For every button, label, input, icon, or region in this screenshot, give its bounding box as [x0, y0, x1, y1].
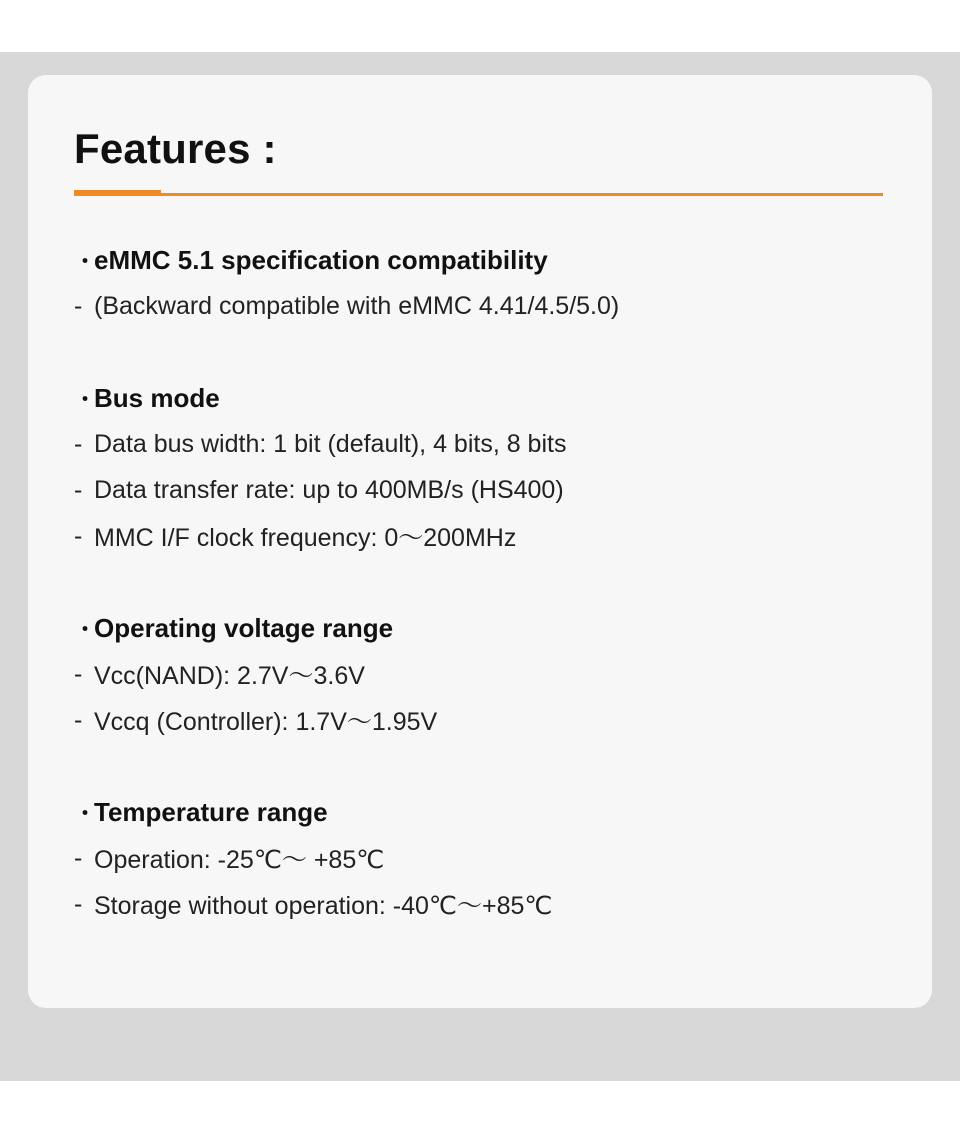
features-list: [74, 237, 894, 973]
list-item-text: Data transfer rate: up to 400MB/s (HS400): [94, 475, 564, 504]
section-heading: [74, 789, 894, 835]
section-heading: [74, 375, 894, 421]
section-heading: [74, 237, 894, 283]
bullet-icon: ・: [74, 800, 97, 826]
list-item: [74, 283, 894, 329]
title-underline-accent: [74, 190, 161, 196]
list-item-text: Vcc(NAND): 2.7V～3.6V: [94, 662, 365, 690]
list-item: [74, 697, 894, 743]
feature-section-voltage: [74, 605, 894, 743]
dash-icon: -: [74, 659, 83, 688]
section-heading-text: Operating voltage range: [94, 612, 394, 643]
feature-section-bus-mode: [74, 375, 894, 559]
dash-icon: -: [74, 475, 83, 504]
features-title: Features :: [74, 125, 277, 172]
section-heading: [74, 605, 894, 651]
bullet-icon: ・: [74, 616, 97, 642]
list-item: [74, 421, 894, 467]
list-item-text: Vccq (Controller): 1.7V～1.95V: [94, 708, 438, 736]
section-heading-text: eMMC 5.1 specification compatibility: [94, 244, 548, 275]
bullet-icon: ・: [74, 386, 97, 412]
dash-icon: -: [74, 843, 83, 872]
list-item: [74, 467, 894, 513]
list-item-text: Data bus width: 1 bit (default), 4 bits, 8 bits: [94, 429, 567, 458]
dash-icon: -: [74, 429, 83, 458]
title-underline: [74, 193, 883, 196]
list-item-text: MMC I/F clock frequency: 0～200MHz: [94, 524, 517, 552]
section-heading-text: Bus mode: [94, 382, 220, 413]
list-item: [74, 835, 894, 881]
feature-section-emmc-spec: [74, 237, 894, 329]
list-item: [74, 881, 894, 927]
dash-icon: -: [74, 521, 83, 550]
list-item-text: (Backward compatible with eMMC 4.41/4.5/5.0): [94, 291, 620, 320]
dash-icon: -: [74, 705, 83, 734]
features-card: [28, 75, 932, 1008]
feature-section-temperature: [74, 789, 894, 927]
dash-icon: -: [74, 889, 83, 918]
list-item-text: Operation: -25℃～ +85℃: [94, 846, 385, 874]
bullet-icon: ・: [74, 248, 97, 274]
list-item: [74, 513, 894, 559]
list-item: [74, 651, 894, 697]
dash-icon: -: [74, 291, 83, 320]
section-heading-text: Temperature range: [94, 796, 328, 827]
list-item-text: Storage without operation: -40℃～+85℃: [94, 892, 553, 920]
